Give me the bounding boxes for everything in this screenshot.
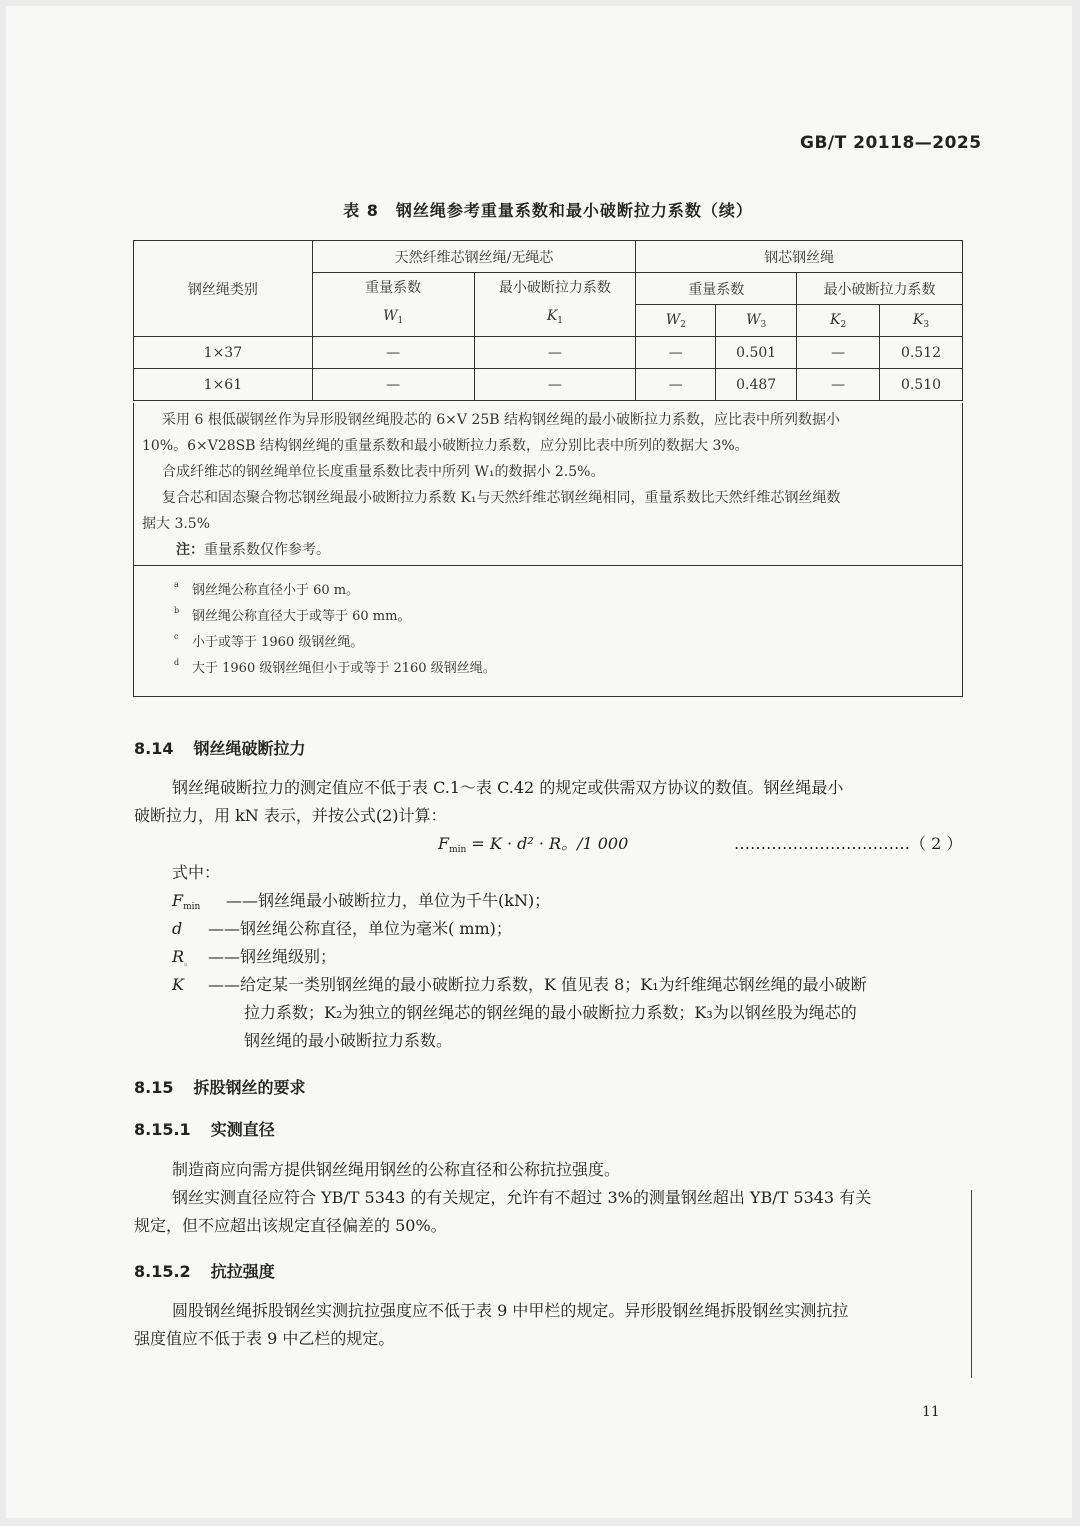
note-3-line1: 复合芯和固态聚合物芯钢丝绳最小破断拉力系数 K₁与天然纤维芯钢丝绳相同，重量系数比天然纤维芯钢丝绳数 bbox=[162, 490, 841, 506]
symbol-w1-sub: 1 bbox=[397, 316, 404, 326]
row-type: 1×37 bbox=[134, 337, 313, 369]
row-k1: — bbox=[474, 369, 636, 401]
header-fiber-core: 天然纤维芯钢丝绳/无绳芯 bbox=[312, 241, 636, 273]
note-3-line2: 据大 3.5% bbox=[142, 516, 211, 532]
variable-k-cont1: 拉力系数；K₂为独立的钢丝绳芯的钢丝绳的最小破断拉力系数；K₃为以钢丝股为绳芯的 bbox=[244, 1003, 857, 1022]
header-steel-min-break-coef: 最小破断拉力系数 bbox=[797, 273, 963, 305]
header-w1-cell bbox=[312, 273, 474, 337]
document-page bbox=[6, 6, 1072, 1518]
row-k2: — bbox=[797, 337, 880, 369]
change-bar bbox=[971, 1190, 972, 1378]
variable-k: K ——给定某一类别钢丝绳的最小破断拉力系数，K 值见表 8；K₁为纤维绳芯钢丝绳的最小破断 bbox=[172, 975, 867, 994]
table-row bbox=[134, 337, 963, 369]
variable-fmin: $F_{min}$ ——钢丝绳最小破断拉力，单位为千牛(kN)； bbox=[172, 891, 551, 912]
footnote: a 钢丝绳公称直径小于 60 m。 bbox=[174, 580, 360, 598]
row-w3: 0.487 bbox=[716, 369, 797, 401]
where-label: 式中： bbox=[172, 863, 221, 882]
table-title: 表 8 钢丝绳参考重量系数和最小破断拉力系数（续） bbox=[343, 201, 753, 220]
header-category: 钢丝绳类别 bbox=[134, 241, 313, 337]
note-1-line1: 采用 6 根低碳钢丝作为异形股钢丝绳股芯的 6×V 25B 结构钢丝绳的最小破断拉力系数，应比表中所列数据小 bbox=[162, 412, 841, 428]
page-number: 11 bbox=[922, 1404, 940, 1420]
row-w2: — bbox=[636, 369, 716, 401]
standard-code: GB/T 20118—2025 bbox=[800, 133, 982, 153]
footnote: d 大于 1960 级钢丝绳但小于或等于 2160 级钢丝绳。 bbox=[174, 658, 496, 676]
footnote: c 小于或等于 1960 级钢丝绳。 bbox=[174, 632, 364, 650]
formula-number: ……………………………（ 2 ） bbox=[734, 834, 963, 853]
section-8-15-2-paragraph: 圆股钢丝绳拆股钢丝实测抗拉强度应不低于表 9 中甲栏的规定。异形股钢丝绳拆股钢丝实测抗拉 强度值应不低于表 9 中乙栏的规定。 bbox=[134, 1301, 849, 1348]
section-8-15-heading: 8.15 拆股钢丝的要求 bbox=[134, 1078, 306, 1097]
note-label: 注： bbox=[176, 542, 204, 558]
section-8-14-paragraph: 钢丝绳破断拉力的测定值应不低于表 C.1～表 C.42 的规定或供需双方协议的数值。钢丝绳最小 破断拉力，用 kN 表示，并按公式(2)计算： bbox=[134, 778, 844, 825]
formula: $F_{min} = K \cdot d^2 \cdot R$。/1 000 bbox=[438, 834, 629, 855]
row-w2: — bbox=[636, 337, 716, 369]
header-k3: $K_3$ bbox=[880, 305, 963, 337]
row-w3: 0.501 bbox=[716, 337, 797, 369]
row-k3: 0.512 bbox=[880, 337, 963, 369]
row-k1: — bbox=[474, 337, 636, 369]
section-8-15-1-p2: 钢丝实测直径应符合 YB/T 5343 的有关规定，允许有不超过 3%的测量钢丝超出 YB/T 5343 有关 规定，但不应超出该规定直径偏差的 50%。 bbox=[134, 1188, 872, 1235]
note-2: 合成纤维芯的钢丝绳单位长度重量系数比表中所列 W₁的数据小 2.5%。 bbox=[162, 464, 605, 480]
row-type: 1×61 bbox=[134, 369, 313, 401]
variable-k-cont2: 钢丝绳的最小破断拉力系数。 bbox=[244, 1031, 453, 1050]
row-k2: — bbox=[797, 369, 880, 401]
header-w2: $W_2$ bbox=[636, 305, 716, 337]
symbol-k1: K bbox=[546, 308, 558, 324]
table-notes bbox=[133, 403, 963, 566]
row-k3: 0.510 bbox=[880, 369, 963, 401]
note-1-line2: 10%。6×V28SB 结构钢丝绳的重量系数和最小破断拉力系数，应分别比表中所列的数据大 3%。 bbox=[142, 438, 749, 454]
header-k1-cell bbox=[474, 273, 636, 337]
variable-r: $R_。$ ——钢丝绳级别； bbox=[172, 947, 337, 968]
variable-d: d ——钢丝绳公称直径，单位为毫米( mm)； bbox=[172, 919, 512, 938]
header-min-break-coef: 最小破断拉力系数 bbox=[498, 280, 611, 296]
table-row bbox=[134, 369, 963, 401]
section-8-14-heading: 8.14 钢丝绳破断拉力 bbox=[134, 739, 306, 758]
row-w1: — bbox=[312, 369, 474, 401]
header-steel-core: 钢芯钢丝绳 bbox=[636, 241, 963, 273]
symbol-w1: W bbox=[383, 308, 398, 324]
header-w3: $W_3$ bbox=[716, 305, 797, 337]
section-8-15-2-heading: 8.15.2 抗拉强度 bbox=[134, 1262, 275, 1281]
section-8-15-1-heading: 8.15.1 实测直径 bbox=[134, 1120, 275, 1139]
footnote: b 钢丝绳公称直径大于或等于 60 mm。 bbox=[174, 606, 411, 624]
header-steel-weight-coef: 重量系数 bbox=[636, 273, 797, 305]
symbol-k1-sub: 1 bbox=[557, 316, 564, 326]
header-weight-coef: 重量系数 bbox=[365, 280, 422, 296]
coefficient-table bbox=[133, 240, 963, 401]
table-footnotes bbox=[133, 565, 963, 697]
section-8-15-1-p1: 制造商应向需方提供钢丝绳用钢丝的公称直径和公称抗拉强度。 bbox=[172, 1160, 621, 1179]
row-w1: — bbox=[312, 337, 474, 369]
header-k2: $K_2$ bbox=[797, 305, 880, 337]
note-4: 重量系数仅作参考。 bbox=[204, 542, 330, 558]
